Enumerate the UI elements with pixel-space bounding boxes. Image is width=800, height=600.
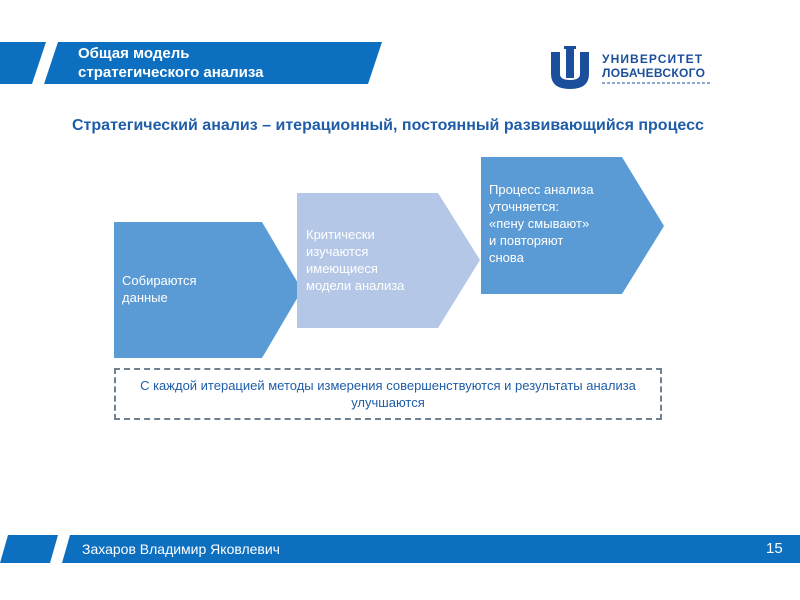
footer-author: Захаров Владимир Яковлевич	[82, 541, 280, 557]
header-title-line1: Общая модель	[78, 45, 190, 62]
step-2-line: модели анализа	[306, 278, 405, 293]
iteration-note	[114, 368, 662, 420]
iteration-note-text: С каждой итерацией методы измерения совершенствуются и результаты анализа улучшаются	[140, 378, 636, 410]
step-3-line: и повторяют	[489, 233, 564, 248]
step-1-label	[122, 272, 197, 306]
step-3-line: Процесс анализа	[489, 182, 594, 197]
logo-text-line1: УНИВЕРСИТЕТ	[602, 52, 704, 66]
step-1-line: Собираются	[122, 273, 197, 288]
step-3-line: уточняется:	[489, 199, 560, 214]
page-number: 15	[766, 540, 783, 557]
step-3-line: «пену смывают»	[489, 216, 590, 231]
step-1-line: данные	[122, 290, 168, 305]
step-2-line: имеющиеся	[306, 261, 378, 276]
step-3-label	[489, 181, 594, 266]
step-2-line: Критически	[306, 227, 375, 242]
header-title-line2: стратегического анализа	[78, 64, 264, 81]
logo-text-line2: ЛОБАЧЕВСКОГО	[602, 66, 706, 80]
step-3-line: снова	[489, 250, 524, 265]
step-2-label	[306, 226, 404, 294]
step-2-line: изучаются	[306, 244, 369, 259]
slide-subtitle: Стратегический анализ – итерационный, постоянный развивающийся процесс	[72, 117, 704, 134]
